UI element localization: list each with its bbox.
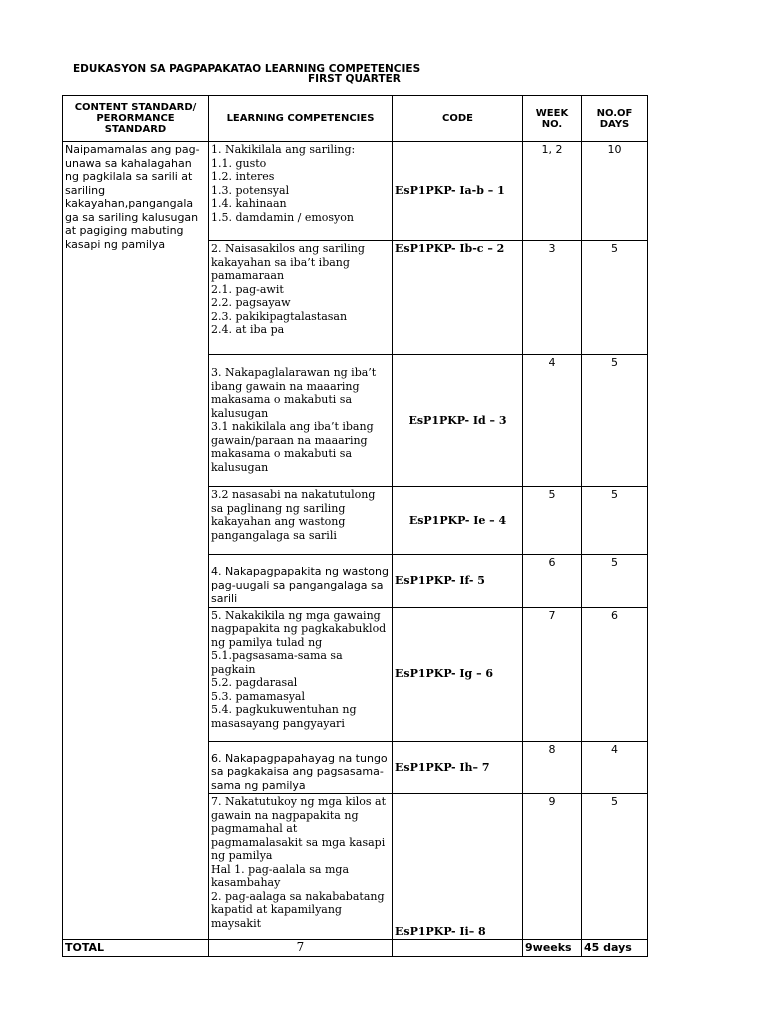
days-cell: 5: [582, 487, 648, 555]
total-days: 45 days: [582, 940, 648, 957]
days-cell: 4: [582, 741, 648, 794]
competency-text: 4. Nakapagpapakita ng wastong pag-uugali sa pangangalaga sa sarili: [211, 565, 389, 605]
document-title: EDUKASYON SA PAGPAPAKATAO LEARNING COMPETENCIES: [73, 63, 421, 75]
competency-cell: [209, 607, 393, 741]
days-cell: 6: [582, 607, 648, 741]
code-cell: EsP1PKP- Id – 3: [393, 355, 523, 487]
code-cell: EsP1PKP- Ii– 8: [393, 794, 523, 940]
competency-cell: [209, 555, 393, 608]
document-subtitle: FIRST QUARTER: [308, 73, 401, 85]
code-cell: EsP1PKP- Ig – 6: [393, 607, 523, 741]
week-cell: 5: [523, 487, 582, 555]
competency-text: 2. Naisasakilos ang sariling kakayahan sa iba’t ibang pamamaraan 2.1. pag-awit 2.2. pagsayaw 2.3. pakikipagtalastasan 2.4. at iba pa: [211, 242, 365, 336]
total-competencies: 7: [209, 940, 393, 957]
competency-cell: [209, 142, 393, 241]
code-cell: EsP1PKP- Ia-b – 1: [393, 142, 523, 241]
competency-text: 6. Nakapagpapahayag na tungo sa pagkakaisa ang pagsasama-sama ng pamilya: [211, 751, 388, 792]
total-label: TOTAL: [63, 940, 209, 957]
week-cell: 7: [523, 607, 582, 741]
competency-text: 3.2 nasasabi na nakatutulong sa paglinang ng sariling kakayahan ang wastong pangangalaga sa sarili: [211, 488, 376, 542]
code-cell: EsP1PKP- Ie – 4: [393, 487, 523, 555]
content-standard-cell-empty: [63, 794, 209, 940]
week-cell: 6: [523, 555, 582, 608]
days-cell: 5: [582, 241, 648, 355]
week-cell: 8: [523, 741, 582, 794]
code-cell: EsP1PKP- Ih– 7: [393, 741, 523, 794]
table-row: [63, 794, 648, 940]
code-cell: EsP1PKP- If- 5: [393, 555, 523, 608]
competency-cell: [209, 487, 393, 555]
days-cell: 5: [582, 555, 648, 608]
code-cell: EsP1PKP- Ib-c – 2: [393, 241, 523, 355]
header-week-no: WEEK NO.: [523, 96, 582, 142]
header-content-standard: CONTENT STANDARD/ PERORMANCE STANDARD: [63, 96, 209, 142]
competency-cell: [209, 355, 393, 487]
week-cell: 1, 2: [523, 142, 582, 241]
content-standard-text: Naipamamalas ang pag-unawa sa kahalagahan ng pagkilala sa sarili at sariling kakayahan,pangangala ga sa sariling kalusugan at pagiging mabuting kasapi ng pamilya: [65, 143, 200, 251]
total-code-empty: [393, 940, 523, 957]
week-cell: 3: [523, 241, 582, 355]
competency-cell: [209, 741, 393, 794]
header-no-of-days: NO.OF DAYS: [582, 96, 648, 142]
table-row: [63, 142, 648, 241]
week-cell: 9: [523, 794, 582, 940]
competency-text: 3. Nakapaglalarawan ng iba’t ibang gawain na maaaring makasama o makabuti sa kalusugan 3.1 nakikilala ang iba’t ibang gawain/paraan na maaaring makasama o makabuti sa kalusugan: [211, 366, 377, 474]
days-cell: 5: [582, 794, 648, 940]
header-code: CODE: [393, 96, 523, 142]
days-cell: 5: [582, 355, 648, 487]
total-weeks: 9weeks: [523, 940, 582, 957]
week-cell: 4: [523, 355, 582, 487]
competency-text: 1. Nakikilala ang sariling: 1.1. gusto 1.2. interes 1.3. potensyal 1.4. kahinaan 1.5. damdamin / emosyon: [211, 143, 356, 224]
days-cell: 10: [582, 142, 648, 241]
competency-cell: [209, 241, 393, 355]
competency-text: 5. Nakakikila ng mga gawaing nagpapakita ng pagkakabuklod ng pamilya tulad ng 5.1.pagsasama-sama sa pagkain 5.2. pagdarasal 5.3. pamamasyal 5.4. pagkukuwentuhan ng masasayang pangyayari: [211, 608, 387, 730]
header-learning-competencies: LEARNING COMPETENCIES: [209, 96, 393, 142]
header-row: [63, 96, 648, 142]
total-row: [63, 940, 648, 957]
content-standard-cell: [63, 142, 209, 794]
competency-text: 7. Nakatutukoy ng mga kilos at gawain na nagpapakita ng pagmamahal at pagmamalasakit sa mga kasapi ng pamilya Hal 1. pag-aalala sa mga kasambahay 2. pag-aalaga sa nakababatang kapatid at kapamilyang maysakit: [211, 795, 387, 930]
competencies-table: [62, 95, 648, 957]
competency-cell: [209, 794, 393, 940]
